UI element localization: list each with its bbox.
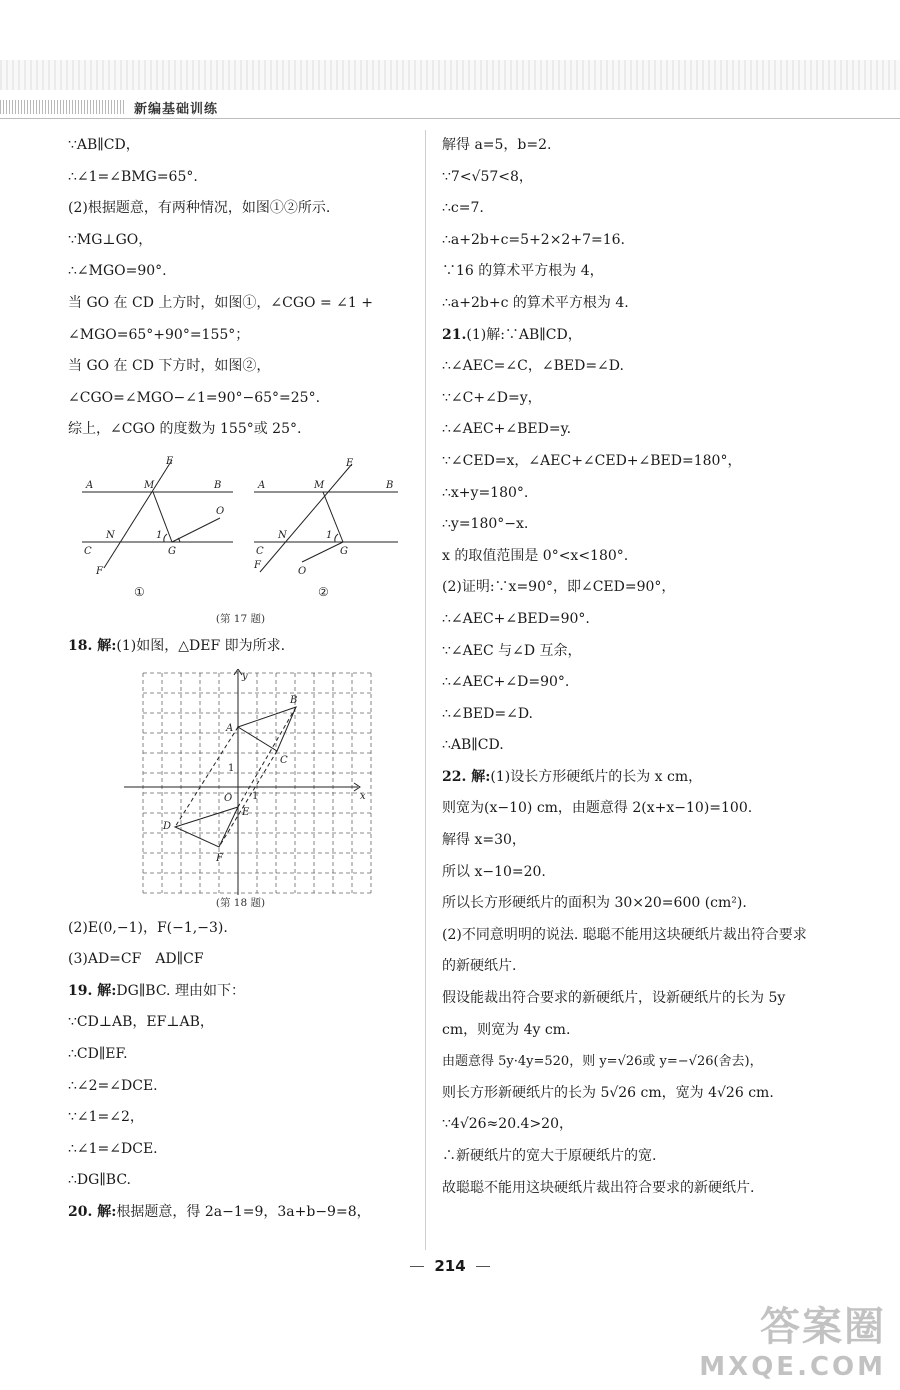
watermark — [699, 1295, 886, 1382]
q22-line: 所以长方形硬纸片的面积为 30×20=600 (cm²). — [442, 895, 747, 912]
fig17b-label-1: 1 — [326, 529, 333, 541]
q19-line: ∴∠1=∠DCE. — [68, 1140, 158, 1157]
right-column — [442, 130, 812, 1204]
fig17-label-E: E — [166, 455, 174, 467]
q22-line: 解得 x=30， — [442, 832, 526, 849]
axis-label-y: y — [242, 670, 248, 682]
header-decorative-strip — [0, 60, 900, 90]
q22-line: ∵4√26≈20.4>20， — [442, 1116, 573, 1133]
tick-y-1: 1 — [228, 762, 235, 774]
fig17-label-C: C — [84, 545, 92, 557]
q19-line: ∵CD⊥AB，EF⊥AB， — [68, 1014, 214, 1031]
fig17b-label-A: A — [258, 479, 266, 491]
header-dots — [0, 100, 125, 114]
q19-number: 19. 解: — [68, 982, 117, 999]
fig17-label-A: A — [86, 479, 94, 491]
q21-line: ∴AB∥CD. — [442, 737, 504, 754]
text-line: ∴∠MGO=90°. — [68, 263, 167, 280]
fig17-label-M: M — [144, 479, 155, 491]
page-number-dash-left — [410, 1266, 424, 1267]
text-line: ∵AB∥CD， — [68, 137, 140, 153]
fig17b-label-F: F — [254, 559, 261, 571]
page-number-value: 214 — [434, 1257, 466, 1275]
q19-text: DG∥BC. 理由如下： — [116, 982, 245, 999]
text-line: ∵MG⊥GO， — [68, 231, 153, 248]
q20-cont-line: ∴a+2b+c 的算术平方根为 4. — [442, 294, 629, 311]
q18-line2: (2)E(0,−1)，F(−1,−3). — [68, 919, 228, 936]
fig17-label-B: B — [214, 479, 222, 491]
q21-line: ∵∠C+∠D=y， — [442, 389, 542, 406]
text-line: 综上，∠CGO 的度数为 155°或 25°. — [68, 421, 302, 438]
fig17b-label-M: M — [314, 479, 325, 491]
q21-text: (1)解:∵AB∥CD， — [466, 326, 582, 343]
point-D: D — [163, 820, 172, 832]
fig17-label-1: 1 — [156, 529, 163, 541]
figure-17-caption: (第 17 题) — [215, 612, 266, 625]
triangle-ABC — [238, 707, 296, 751]
q20-cont-line: 解得 a=5，b=2. — [442, 137, 552, 153]
point-C: C — [280, 754, 288, 766]
column-divider — [425, 130, 426, 1250]
point-F: F — [216, 852, 223, 864]
page-number — [0, 1257, 900, 1275]
fig17-label-G: G — [168, 545, 176, 557]
dashed-AD — [175, 727, 238, 827]
q22-line: 故聪聪不能用这块硬纸片裁出符合要求的新硬纸片. — [442, 1179, 755, 1196]
left-column — [68, 130, 413, 1228]
q18-line1 — [68, 631, 413, 663]
text-line: 当 GO 在 CD 上方时，如图①，∠CGO = ∠1 + ∠MGO=65°+90°=155°； — [68, 294, 373, 343]
fig17-label-F: F — [96, 565, 103, 577]
figure-17 — [68, 446, 413, 631]
q22-text: (1)设长方形硬纸片的长为 x cm， — [490, 768, 703, 785]
page-number-dash-right — [476, 1266, 490, 1267]
q21-line: ∴∠AEC=∠C，∠BED=∠D. — [442, 358, 624, 375]
q20-cont-line: ∵16 的算术平方根为 4， — [442, 263, 604, 280]
q19-line: ∴∠2=∠DCE. — [68, 1077, 158, 1094]
q20-cont-line: ∵7<√57<8， — [442, 168, 533, 185]
figure-17-diagram — [68, 450, 413, 610]
q18-number: 18. 解: — [68, 637, 117, 654]
q18-text: (1)如图，△DEF 即为所求. — [116, 637, 286, 654]
q20-cont-line: ∴c=7. — [442, 200, 484, 217]
figure-18-grid — [68, 669, 413, 899]
q22-line: 则长方形新硬纸片的长为 5√26 cm，宽为 4√26 cm. — [442, 1084, 774, 1101]
q22-line — [442, 762, 812, 794]
fig17-sub-2: ② — [318, 584, 329, 599]
watermark-line2: MXQE.COM — [699, 1352, 886, 1382]
fig17b-label-E: E — [346, 457, 354, 469]
q21-line: ∴∠AEC+∠D=90°. — [442, 674, 570, 691]
fig17-label-N: N — [106, 529, 115, 541]
text-line: (2)根据题意，有两种情况，如图①②所示. — [68, 200, 331, 217]
tick-x-1: 1 — [252, 790, 259, 802]
q22-line: 由题意得 5y·4y=520，则 y=√26或 y=−√26(舍去)， — [442, 1054, 763, 1070]
point-A: A — [226, 722, 234, 734]
q19-line — [68, 976, 413, 1008]
axis-label-x: x — [360, 790, 366, 802]
fig17b-label-O: O — [298, 565, 307, 577]
q21-line: (2)证明:∵x=90°，即∠CED=90°， — [442, 579, 676, 596]
q21-line: x 的取值范围是 0°<x<180°. — [442, 547, 629, 564]
fig17-label-O: O — [216, 505, 225, 517]
q22-line: 所以 x−10=20. — [442, 863, 546, 880]
q21-line: ∴∠AEC+∠BED=90°. — [442, 610, 590, 627]
text-line: ∴∠1=∠BMG=65°. — [68, 168, 198, 185]
point-B: B — [290, 694, 298, 706]
fig17b-label-B: B — [386, 479, 394, 491]
q22-line: 假设能裁出符合要求的新硬纸片，设新硬纸片的长为 5y cm，则宽为 4y cm. — [442, 990, 786, 1038]
q19-line: ∵∠1=∠2， — [68, 1109, 144, 1126]
origin-label: O — [224, 792, 233, 804]
q20-line — [68, 1197, 413, 1229]
header-rule — [0, 118, 900, 119]
fig17-sub-1: ① — [134, 584, 145, 599]
q21-number: 21. — [442, 326, 467, 343]
figure-18-caption: (第 18 题) — [215, 896, 266, 909]
q22-line: ∴新硬纸片的宽大于原硬纸片的宽. — [442, 1148, 657, 1164]
figure-18 — [68, 663, 413, 913]
q21-line: ∴∠AEC+∠BED=y. — [442, 421, 572, 438]
fig17b-label-N: N — [278, 529, 287, 541]
q22-line: (2)不同意明明的说法. 聪聪不能用这块硬纸片裁出符合要求的新硬纸片. — [442, 926, 807, 975]
q21-line: ∵∠CED=x，∠AEC+∠CED+∠BED=180°， — [442, 452, 742, 469]
fig17b-label-C: C — [256, 545, 264, 557]
q21-line: ∴y=180°−x. — [442, 516, 529, 533]
point-E: E — [242, 806, 250, 818]
text-line: 当 GO 在 CD 下方时，如图②，∠CGO=∠MGO−∠1=90°−65°=25°. — [68, 358, 321, 406]
q21-line — [442, 320, 812, 352]
fig17b-label-G: G — [340, 545, 348, 557]
q22-line: 则宽为(x−10) cm，由题意得 2(x+x−10)=100. — [442, 800, 753, 817]
q22-number: 22. 解: — [442, 768, 491, 785]
q21-line: ∴∠BED=∠D. — [442, 705, 534, 722]
q21-line: ∵∠AEC 与∠D 互余， — [442, 642, 582, 659]
q19-line: ∴CD∥EF. — [68, 1045, 128, 1062]
q19-line: ∴DG∥BC. — [68, 1172, 131, 1189]
q21-line: ∴x+y=180°. — [442, 484, 529, 501]
header-title: 新编基础训练 — [134, 102, 219, 117]
q20-cont-line: ∴a+2b+c=5+2×2+7=16. — [442, 231, 625, 248]
q20-number: 20. 解: — [68, 1203, 117, 1220]
q18-line3: (3)AD=CF AD∥CF — [68, 951, 204, 968]
q20-text: 根据题意，得 2a−1=9，3a+b−9=8， — [116, 1203, 371, 1220]
watermark-line1: 答案圈 — [760, 1304, 886, 1350]
